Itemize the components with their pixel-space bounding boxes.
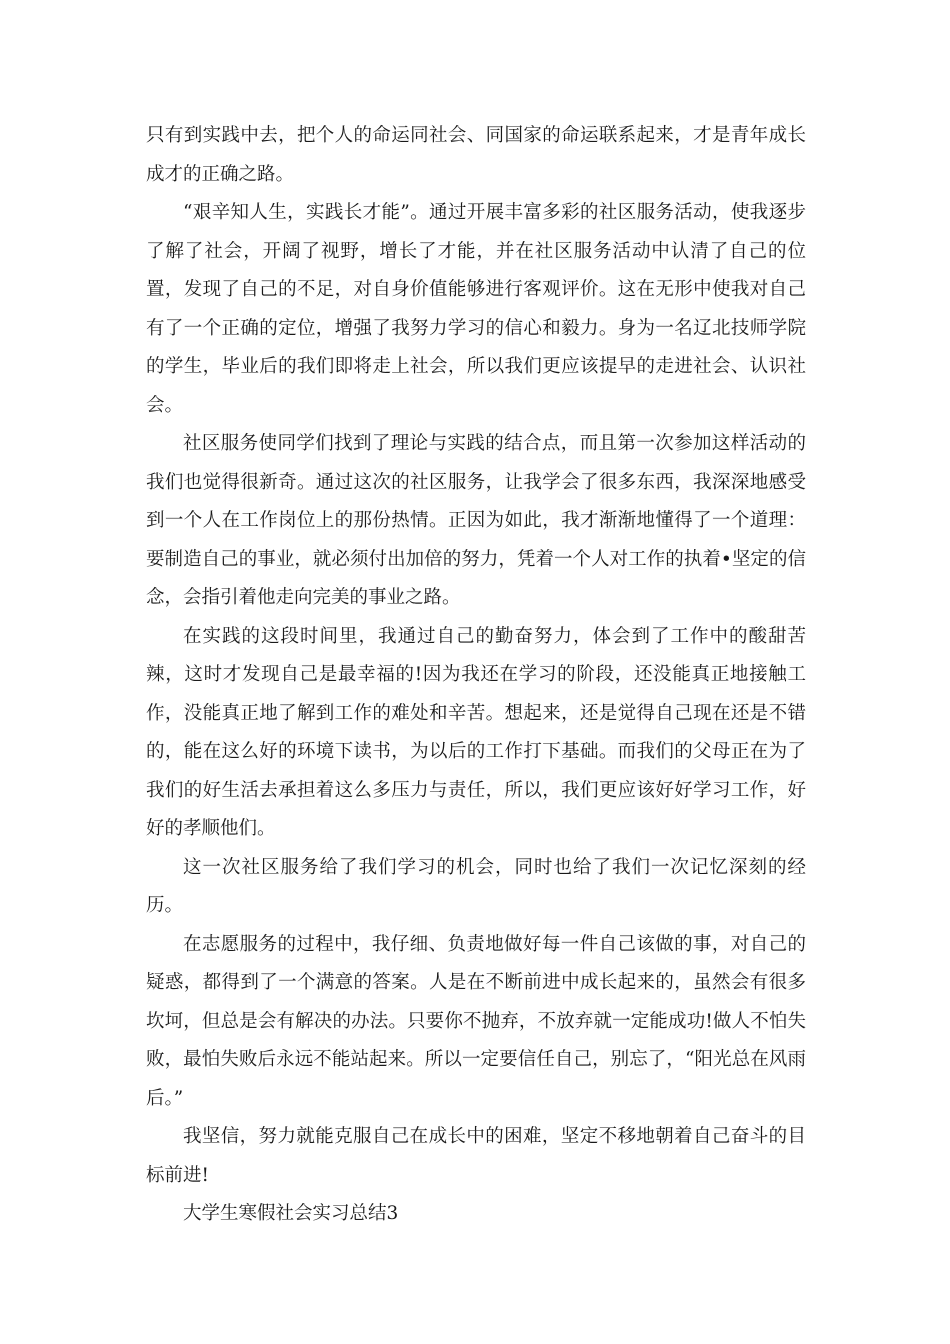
paragraph-6: 在志愿服务的过程中，我仔细、负责地做好每一件自己该做的事，对自己的疑惑，都得到了一个满意的答案。人是在不断前进中成长起来的，虽然会有很多坎坷，但总是会有解决的办法。只要你不抛弃，不放弃就一定能成功!做人不怕失败，最怕失败后永远不能站起来。所以一定要信任自己，别忘了，“阳光总在风雨后。” [146,933,807,1109]
paragraph-5: 这一次社区服务给了我们学习的机会，同时也给了我们一次记忆深刻的经历。 [146,856,806,916]
paragraph-1: 只有到实践中去，把个人的命运同社会、同国家的命运联系起来，才是青年成长成才的正确之路。 [146,125,806,185]
paragraph-4: 在实践的这段时间里，我通过自己的勤奋努力，体会到了工作中的酸甜苦辣，这时才发现自己是最幸福的!因为我还在学习的阶段，还没能真正地接触工作，没能真正地了解到工作的难处和辛苦。想起来，还是觉得自己现在还是不错的，能在这么好的环境下读书，为以后的工作打下基础。而我们的父母正在为了我们的好生活去承担着这么多压力与责任，所以，我们更应该好好学习工作，好好的孝顺他们。 [146,625,806,839]
section-heading: 大学生寒假社会实习总结3 [183,1203,399,1224]
paragraph-3: 社区服务使同学们找到了理论与实践的结合点，而且第一次参加这样活动的我们也觉得很新奇。通过这次的社区服务，让我学会了很多东西，我深深地感受到一个人在工作岗位上的那份热情。正因为如此，我才渐渐地懂得了一个道理：要制造自己的事业，就必须付出加倍的努力，凭着一个人对工作的执着•坚定的信念，会指引着他走向完美的事业之路。 [146,433,806,608]
paragraph-2: “艰辛知人生，实践长才能”。通过开展丰富多彩的社区服务活动，使我逐步了解了社会，开阔了视野，增长了才能，并在社区服务活动中认清了自己的位置，发现了自己的不足，对自身价值能够进行客观评价。这在无形中使我对自己有了一个正确的定位，增强了我努力学习的信心和毅力。身为一名辽北技师学院的学生，毕业后的我们即将走上社会，所以我们更应该提早的走进社会、认识社会。 [146,202,806,416]
paragraph-7: 我坚信，努力就能克服自己在成长中的困难，坚定不移地朝着自己奋斗的目标前进! [146,1126,806,1186]
document-body [146,117,806,1234]
